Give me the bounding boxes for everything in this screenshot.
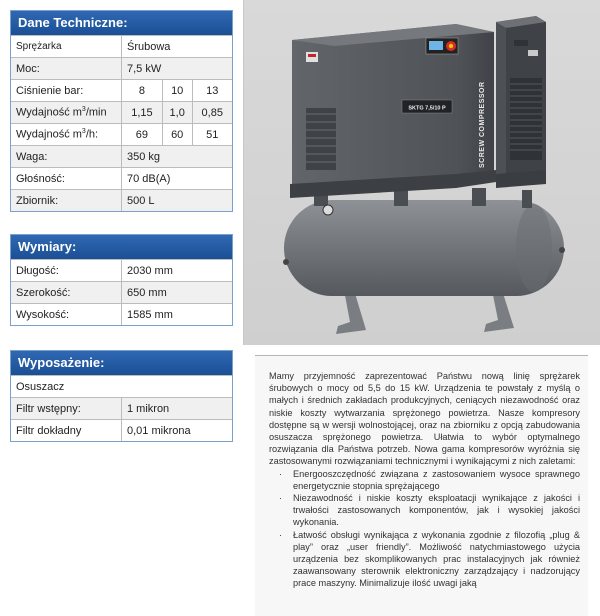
row-value: 1,15	[122, 102, 163, 124]
row-label: Waga:	[11, 146, 122, 168]
row-value: 2030 mm	[122, 260, 233, 282]
row-label: Ciśnienie bar:	[11, 80, 122, 102]
row-value: 500 L	[122, 190, 233, 212]
equipment-title: Wyposażenie:	[11, 351, 232, 375]
description-area	[243, 345, 600, 600]
dimensions-table	[11, 259, 232, 325]
label-text: Wydajność m	[16, 106, 82, 119]
row-label: Szerokość:	[11, 282, 122, 304]
row-value: 0,01 mikrona	[122, 420, 233, 442]
row-value: 650 mm	[122, 282, 233, 304]
tech-data-table	[11, 35, 232, 211]
label-text: Wydajność m	[16, 128, 82, 141]
table-row	[11, 304, 232, 326]
pressure-gauge-icon	[323, 205, 333, 215]
dimensions-title: Wymiary:	[11, 235, 232, 259]
spec-column	[0, 0, 243, 600]
row-label: Wysokość:	[11, 304, 122, 326]
row-label: Sprężarka	[11, 36, 122, 58]
product-image-area	[243, 0, 600, 345]
model-label: SKTG 7,5/10 P	[408, 105, 446, 112]
table-row	[11, 260, 232, 282]
feature-item: · Łatwość obsługi wynikająca z wykonania zgodnie z filozofią „plug & play” oraz „user friendly”. Możliwość natychmiastowego użycia urządzenia bez skomplikowanych prac instalacyjnych jak również zaawansowany sterownik elektroniczny zarządzający i nadzorujący prace maszyny. Minimalizuje ilość uwagi jaką	[269, 529, 580, 590]
equipment-table	[11, 375, 232, 441]
table-row	[11, 282, 232, 304]
dimensions-panel	[10, 234, 233, 326]
row-label	[11, 124, 122, 146]
table-row	[11, 376, 232, 398]
row-value: 69	[122, 124, 163, 146]
equipment-panel	[10, 350, 233, 442]
label-sup: 3	[81, 106, 86, 114]
row-value: 60	[162, 124, 192, 146]
row-value: 1,0	[162, 102, 192, 124]
tech-data-panel	[10, 10, 233, 212]
tank-leg	[484, 290, 514, 332]
row-value: 70 dB(A)	[122, 168, 233, 190]
tank-leg	[336, 290, 366, 334]
row-label: Filtr dokładny	[11, 420, 122, 442]
description-box	[255, 355, 588, 616]
table-row	[11, 102, 232, 124]
tech-data-title: Dane Techniczne:	[11, 11, 232, 35]
row-value: 350 kg	[122, 146, 233, 168]
label-text: /min	[85, 106, 107, 119]
row-value: 10	[162, 80, 192, 102]
row-value: 51	[192, 124, 232, 146]
label-text: /h:	[85, 128, 99, 141]
row-value: 1 mikron	[122, 398, 233, 420]
table-row	[11, 420, 232, 442]
description-text	[269, 370, 580, 590]
row-label: Głośność:	[11, 168, 122, 190]
row-value: 0,85	[192, 102, 232, 124]
row-label: Moc:	[11, 58, 122, 80]
row-value: 1585 mm	[122, 304, 233, 326]
row-value: Śrubowa	[122, 36, 233, 58]
table-row	[11, 168, 232, 190]
row-value: Osuszacz	[11, 376, 232, 398]
table-row	[11, 190, 232, 212]
description-intro: Mamy przyjemność zaprezentować Państwu nową linię sprężarek śrubowych o mocy od 5,5 do 15 kW. Urządzenia te powstały z myślą o małych i średnich zakładach produkcyjnych, ceniących niezawodność oraz niskie koszty wytwarzania sprężonego powietrza. Nasze kompresory dostępne są w wersji wolnostojącej, oraz na zbiorniku z opcją zabudowania osuszacza sprężonego powietrza. Ułatwia to wybór optymalnego rozwiązania dla Państwa potrzeb. Nowa gama kompresorów wyróżnia się zastosowanymi rozwiązaniami technicznymi i wynikającymi z nich zaletami:	[269, 371, 580, 467]
row-label: Zbiornik:	[11, 190, 122, 212]
feature-list	[269, 468, 580, 590]
row-label: Filtr wstępny:	[11, 398, 122, 420]
label-sup: 3	[81, 128, 86, 136]
table-row	[11, 146, 232, 168]
table-row	[11, 124, 232, 146]
side-label: SCREW COMPRESSOR	[479, 81, 486, 168]
vent-grille	[306, 108, 336, 170]
compressor-illustration	[244, 0, 600, 345]
table-row	[11, 36, 232, 58]
feature-item: · Niezawodność i niskie koszty eksploatacji wynikające z jakości i trwałości zastosowanych komponentów, jak i wysokiej jakości wykonania.	[269, 492, 580, 529]
feature-item: · Energooszczędność związana z zastosowaniem wysoce sprawnego energetycznie stopnia sprężającego	[269, 468, 580, 492]
table-row	[11, 80, 232, 102]
row-label	[11, 102, 122, 124]
air-dryer	[496, 16, 546, 188]
row-value: 7,5 kW	[122, 58, 233, 80]
table-row	[11, 398, 232, 420]
row-value: 8	[122, 80, 163, 102]
row-value: 13	[192, 80, 232, 102]
table-row	[11, 58, 232, 80]
row-label: Długość:	[11, 260, 122, 282]
